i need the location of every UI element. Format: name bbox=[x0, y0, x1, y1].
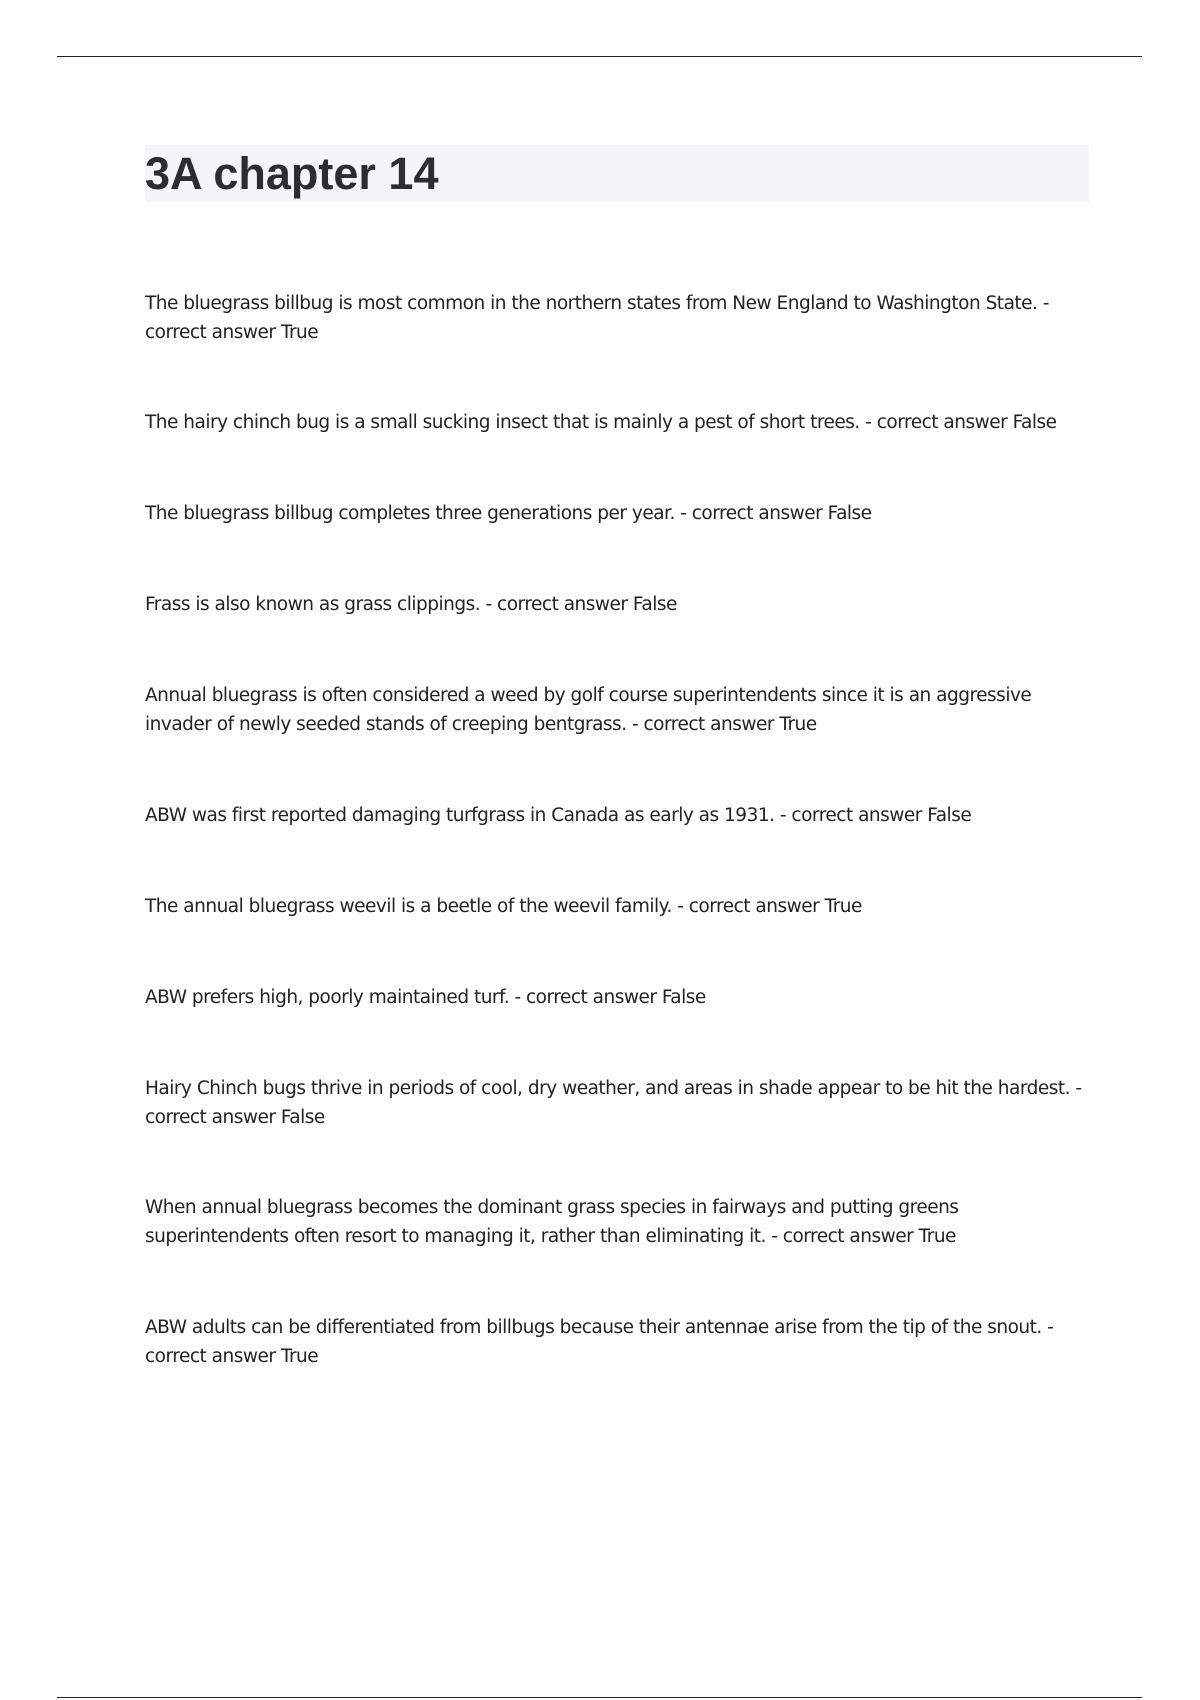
page-title: 3A chapter 14 bbox=[145, 148, 439, 199]
question-item-8: ABW prefers high, poorly maintained turf. - correct answer False bbox=[145, 987, 706, 1008]
question-item-10: When annual bluegrass becomes the dominant grass species in fairways and putting greens superintendents often resort to managing it, rather than eliminating it. - correct answer True bbox=[145, 1197, 959, 1247]
question-item-11: ABW adults can be differentiated from billbugs because their antennae arise from the tip of the snout. - correct answer True bbox=[145, 1317, 1054, 1367]
question-item-6: ABW was first reported damaging turfgrass in Canada as early as 1931. - correct answer False bbox=[145, 805, 972, 826]
question-item-3: The bluegrass billbug completes three generations per year. - correct answer False bbox=[145, 503, 872, 524]
question-item-2: The hairy chinch bug is a small sucking insect that is mainly a pest of short trees. - correct answer False bbox=[145, 412, 1057, 433]
bottom-divider bbox=[57, 1697, 1142, 1698]
question-item-4: Frass is also known as grass clippings. - correct answer False bbox=[145, 594, 677, 615]
question-item-9: Hairy Chinch bugs thrive in periods of cool, dry weather, and areas in shade appear to be hit the hardest. - correct answer False bbox=[145, 1078, 1082, 1128]
question-item-5: Annual bluegrass is often considered a weed by golf course superintendents since it is an aggressive invader of newly seeded stands of creeping bentgrass. - correct answer True bbox=[145, 685, 1032, 735]
question-item-7: The annual bluegrass weevil is a beetle of the weevil family. - correct answer True bbox=[145, 896, 862, 917]
top-divider bbox=[57, 56, 1142, 57]
question-item-1: The bluegrass billbug is most common in the northern states from New England to Washington State. - correct answer True bbox=[145, 293, 1049, 343]
